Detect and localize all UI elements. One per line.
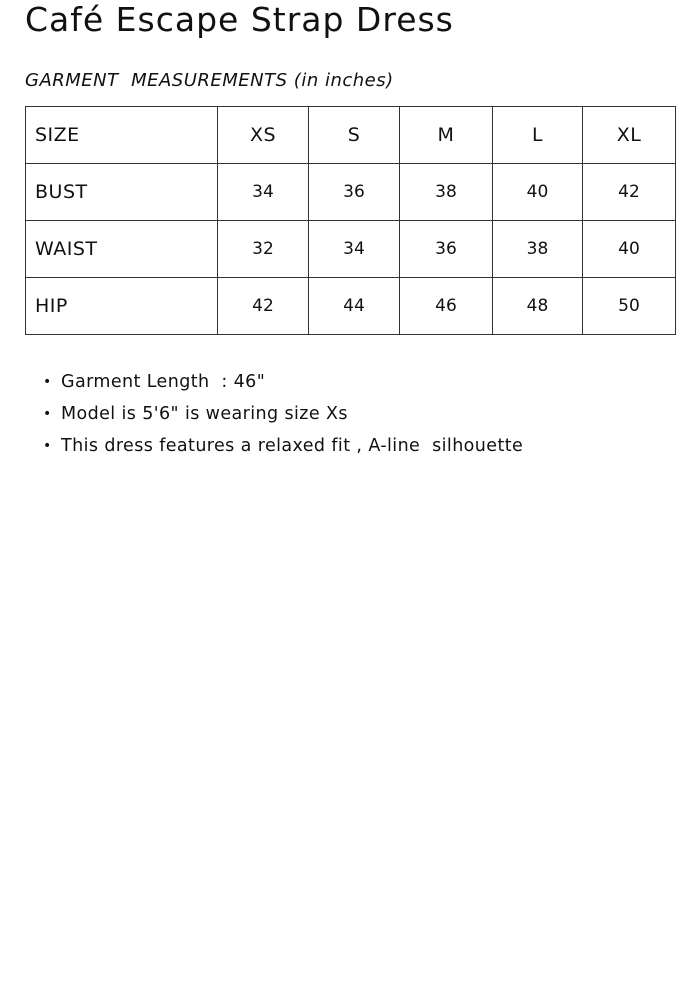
table-header-row	[26, 107, 676, 164]
size-chart-table	[25, 106, 676, 335]
table-cell: 44	[309, 278, 400, 335]
table-cell: 48	[493, 278, 583, 335]
product-title: Café Escape Strap Dress	[25, 0, 454, 39]
size-column-header: XL	[583, 107, 676, 164]
bullet-icon: •	[43, 406, 52, 422]
list-item	[43, 398, 523, 430]
note-text: This dress features a relaxed fit , A-line silhouette	[61, 436, 524, 456]
table-cell: 50	[583, 278, 676, 335]
list-item	[43, 430, 523, 462]
table-cell: 40	[583, 221, 676, 278]
table-cell: 38	[493, 221, 583, 278]
table-cell: 46	[400, 278, 493, 335]
unit-note: (in inches)	[293, 70, 394, 91]
bullet-icon: •	[43, 374, 52, 390]
product-notes-list	[43, 366, 523, 462]
row-label: BUST	[26, 164, 218, 221]
size-column-header: L	[493, 107, 583, 164]
table-cell: 42	[218, 278, 309, 335]
list-item	[43, 366, 523, 398]
table-cell: 36	[309, 164, 400, 221]
table-cell: 38	[400, 164, 493, 221]
row-label: HIP	[26, 278, 218, 335]
size-column-header: S	[309, 107, 400, 164]
table-cell: 34	[309, 221, 400, 278]
table-cell: 40	[493, 164, 583, 221]
table-cell: 42	[583, 164, 676, 221]
measurements-heading-text: GARMENT MEASUREMENTS	[25, 70, 288, 91]
note-text: Model is 5'6" is wearing size Xs	[61, 404, 348, 424]
size-header-cell: SIZE	[26, 107, 218, 164]
table-cell: 34	[218, 164, 309, 221]
size-column-header: M	[400, 107, 493, 164]
note-text: Garment Length : 46"	[61, 372, 266, 392]
bullet-icon: •	[43, 438, 52, 454]
row-label: WAIST	[26, 221, 218, 278]
measurements-heading	[25, 68, 394, 94]
size-column-header: XS	[218, 107, 309, 164]
table-row	[26, 164, 676, 221]
table-cell: 36	[400, 221, 493, 278]
table-row	[26, 221, 676, 278]
table-cell: 32	[218, 221, 309, 278]
table-row	[26, 278, 676, 335]
